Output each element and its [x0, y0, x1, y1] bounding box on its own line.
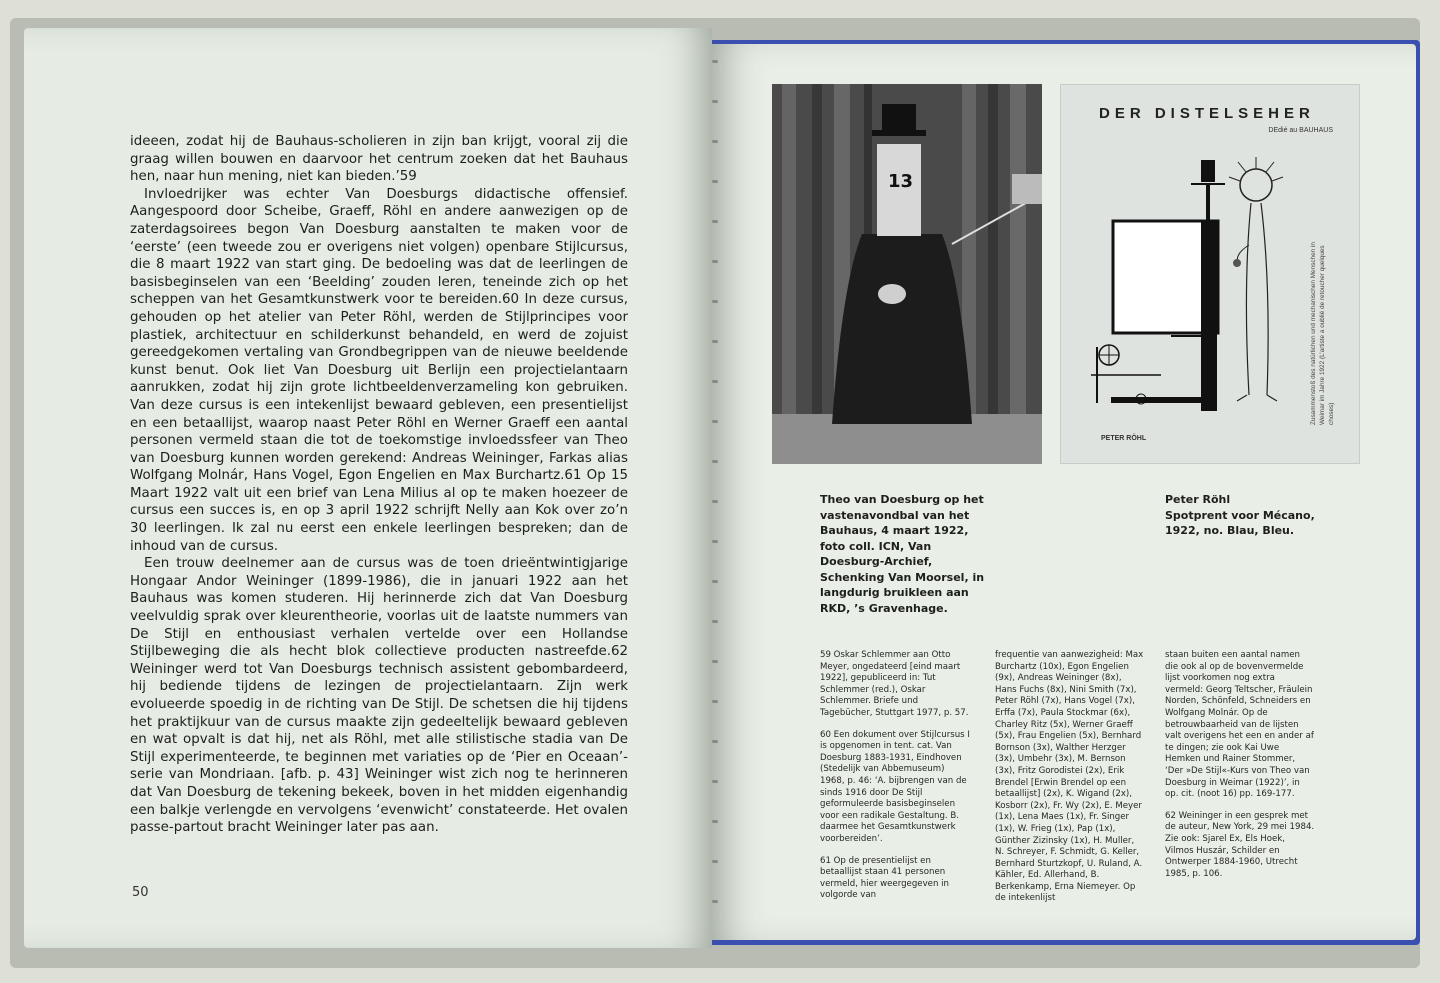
- distelseher-poster: [1060, 84, 1360, 464]
- poster-title: DER DISTELSEHER: [1099, 105, 1315, 122]
- footnote-61: 61 Op de presentielijst en betaallijst staan 41 personen vermeld, hier weergegeven in volgorde van: [820, 855, 949, 901]
- paragraph-3: Een trouw deelnemer aan de cursus was de toen drieëntwintigjarige Hongaar Andor Weininger (1899-1986), die in januari 1922 aan het Bauhaus was komen studeren. Hij herinnerde zich dat Van Doesburg veelvuldig sprak over kleurentheorie, voorlas uit de laatste nummers van De Stijl en enthousiast verhalen vertelde over een Hollandse Stijlbeweging die als hecht blok collectieve producten nastreefde.62 Weininger werd tot Van Doesburgs technisch assistent gebombardeerd, hij bediende tijdens de lezingen de projectielantaarn. Zijn werk evolueerde spoedig in de richting van De Stijl. De schetsen die hij tijdens het praktijkuur van de cursus maakte zijn gedeeltelijk bewaard gebleven en wat opvalt is dat hij, net als Röhl, met alle stilistische stadia van De Stijl experimenteerde, te beginnen met variaties op de ‘Pier en Oceaan’-serie van Mondriaan. [afb. p. 43] Weininger wist zich nog te herinneren dat Van Doesburg de tekening bekeek, boven in het midden eigenhandig een balkje verlengde en vervolgens ‘evenwicht’ constateerde. Het ovalen passe-partout bracht Weininger later pas aan.: [130, 556, 628, 836]
- footnotes-column-1: [820, 650, 970, 912]
- poster-vertical-text: Zusammenstoß des natürlichen und mechanischen Menschen in Weimar im Jahre 1922 (L’artiste a oublié de retoucher quelques choses): [1310, 242, 1335, 425]
- caption-poster-name: Peter Röhl: [1165, 493, 1231, 506]
- footnote-62: 62 Weininger in een gesprek met de auteur, New York, 29 mei 1984. Zie ook: Sjarel Ex, Els Hoek, Vilmos Huszár, Schilder en Ontwerper 1884-1960, Utrecht 1985, p. 106.: [1165, 810, 1315, 879]
- caption-poster-text: Spotprent voor Mécano, 1922, no. Blau, Bleu.: [1165, 508, 1315, 537]
- footnotes-column-3: [1165, 650, 1315, 890]
- footnotes-column-2: [995, 650, 1145, 915]
- paragraph-2: Invloedrijker was echter Van Doesburgs didactische offensief. Aangespoord door Scheibe, Graeff, Röhl en andere aanwezigen op de zaterdagsoirees begon Van Doesburg aanstalten te maken voor de ‘eerste’ (een tweede zou er overigens niet volgen) openbare Stijlcursus, die 8 maart 1922 van start ging. De bedoeling was dat de leerlingen de basisbeginselen van een ‘Beelding’ zouden leren, teneinde zich op het scheppen van het Gesamtkunstwerk voor te bereiden.60 In deze cursus, gehouden op het atelier van Peter Röhl, werden de Stijlprincipes voor plastiek, architectuur en schilderkunst behandeld, en werd de zojuist gereedgekomen vertaling van Grondbegrippen van de nieuwe beeldende kunst benut. Ook liet Van Doesburg uit Berlijn een projectielantaarn aanrukken, zodat hij zijn grote lichtbeeldenverzameling kon gebruiken. Van deze cursus is een intekenlijst bewaard gebleven, een presentielijst en een betaallijst, waarop naast Peter Röhl en Werner Graeff een aantal personen vermeld staan die tot de toekomstige invloedssfeer van Theo van Doesburg kunnen worden gerekend: Andreas Weininger, Farkas alias Wolfgang Molnár, Hans Vogel, Egon Engelien en Max Burchartz.61 Op 15 Maart 1922 valt uit een brief van Lena Milius al op te maken hoezeer de cursus een succes is, en op 3 april 1922 schrijft Nelly aan Kok over zo’n 30 leerlingen. Ik zal nu eerst een enkele leerlingen bespreken; dan de inhoud van de cursus.: [130, 186, 628, 554]
- binding-stitches: [712, 60, 720, 930]
- photo-number: 13: [888, 171, 914, 192]
- body-text: [130, 133, 628, 837]
- caption-photo: Theo van Doesburg op het vastenavondbal van het Bauhaus, 4 maart 1922, foto coll. ICN, Van Doesburg-Archief, Schenking Van Moorsel, in langdurig bruikleen aan RKD, ’s Gravenhage.: [820, 493, 985, 615]
- footnote-59: 59 Oskar Schlemmer aan Otto Meyer, ongedateerd [eind maart 1922], gepubliceerd in: Tut Schlemmer (red.), Oskar Schlemmer. Briefe und Tagebücher, Stuttgart 1977, p. 57.: [820, 650, 969, 718]
- photo-van-doesburg: [772, 84, 1042, 464]
- footnote-60: 60 Een dokument over Stijlcursus I is opgenomen in tent. cat. Van Doesburg 1883-1931, Eindhoven (Stedelijk van Abbemuseum) 1968, p. 46: ‘A. bijbrengen van de sinds 1916 door De Stijl geformuleerde basisbeginselen voor een radikale Gestaltung. B. daarmee het Gesamtkunstwerk voorbereiden’.: [820, 729, 970, 844]
- poster-subtitle: DEdié au BAUHAUS: [1268, 127, 1333, 134]
- page-number: 50: [132, 885, 149, 900]
- footnote-61-end: staan buiten een aantal namen die ook al op de bovenvermelde lijst voorkomen nog extra vermeld: Georg Teltscher, Fräulein Norden, Schönfeld, Schneiders en Wolfgang Molnár. Op de betrouwbaarheid van de lijsten valt overigens het een en ander af te dingen; zie ook Kai Uwe Hemken und Rainer Stommer, ‘Der »De Stijl«-Kurs von Theo van Doesburg in Weimar (1922)’, in op. cit. (noot 16) pp. 169-177.: [1165, 650, 1314, 800]
- paragraph-1: ideeen, zodat hij de Bauhaus-scholieren in zijn ban krijgt, vooral zij die graag willen bouwen en daarvoor het centrum zoeken dat het Bauhaus hen, naar hun mening, niet kan bieden.’59: [130, 134, 628, 185]
- footnote-61-cont: frequentie van aanwezigheid: Max Burchartz (10x), Egon Engelien (9x), Andreas Weininger (8x), Hans Fuchs (8x), Nini Smith (7x), Peter Röhl (7x), Hans Vogel (7x), Erffa (7x), Paula Stockmar (6x), Charley Ritz (5x), Werner Graeff (5x), Frau Engelien (5x), Bernhard Bornson (3x), Walther Herzger (3x), Umbehr (3x), M. Bernson (3x), Fritz Gorodistei (2x), Erik Brendel [Erwin Brendel op een betaallijst] (2x), K. Wigand (2x), Kosborr (2x), Fr. Wy (2x), E. Meyer (1x), Lena Maes (1x), Fr. Singer (1x), W. Frieg (1x), Pap (1x), Günther Zizinsky (1x), H. Muller, N. Schreyer, F. Schmidt, G. Keller, Bernhard Sturtzkopf, U. Ruland, A. Kähler, Ed. Allerhand, B. Berkenkamp, Erna Niemeyer. Op de intekenlijst: [995, 650, 1144, 904]
- poster-signature: PETER RÖHL: [1101, 435, 1147, 442]
- caption-poster: [1165, 492, 1315, 539]
